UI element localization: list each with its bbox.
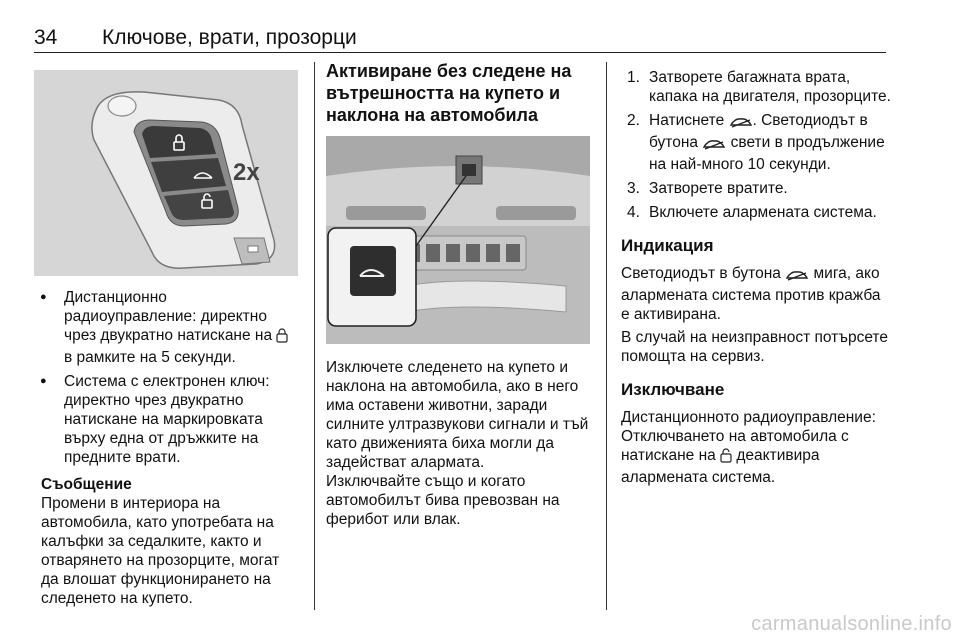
list-item [621, 179, 891, 198]
step-number: 1. [627, 69, 640, 86]
figure-label: 2x [233, 159, 260, 186]
deactivate-text-part: Дистанционното радиоуправление: Отключването на автомобила с натискане на [621, 409, 876, 464]
column-middle [326, 60, 596, 529]
step-text: Затворете вратите. [649, 180, 788, 197]
method-list [34, 288, 298, 467]
watermark: carmanualsonline.info [751, 613, 952, 635]
interior-photo [326, 136, 590, 344]
key-fob-illustration [34, 70, 298, 276]
section-title: Активиране без следене на вътрешността на купето и наклона на автомобила [326, 61, 572, 125]
page-header [34, 22, 886, 53]
bullet-text: Дистанционно радиоуправление: директно чрез двукратно натискане на [64, 289, 277, 344]
step-text: Включете алармената система. [649, 204, 877, 221]
lock-icon [276, 328, 288, 348]
note-title: Съобщение [41, 476, 132, 493]
page-number: 34 [34, 26, 58, 49]
step-text: Затворете багажната врата, капака на двигателя, прозорците. [649, 69, 891, 105]
step-number: 4. [627, 204, 640, 221]
note-text: Промени в интериора на автомобила, като употребата на калъфки за седалките, както и отварянето на прозорците, могат да влошат функционирането на следенето на купето. [41, 495, 280, 607]
list-item [621, 68, 891, 106]
page-title: Ключове, врати, прозорци [102, 26, 357, 49]
deactivate-text [621, 408, 891, 487]
indication-heading: Индикация [621, 236, 714, 255]
indication-text-part: Светодиодът в бутона [621, 265, 786, 282]
warning-text: Изключете следенето на купето и наклона на автомобила, ако в него има оставени животни, заради силните ултразвукови сигнали и тъй като движенията биха могли да задействат алармата. [326, 359, 589, 471]
step-text: свети в продължение на най-много 10 секунди. [649, 134, 885, 173]
car-tilt-icon [702, 136, 726, 155]
note-block [41, 475, 298, 608]
deactivate-text-part: деактивира алармената система. [621, 447, 820, 486]
list-item [34, 372, 298, 467]
indication-text-part: мига, ако алармената система против кражба е активирана. [621, 265, 881, 323]
steps-list [621, 68, 891, 222]
list-item [621, 203, 891, 222]
overhead-console-drawing [326, 136, 590, 344]
bullet-text: Система с електронен ключ: директно чрез двукратно натискане на маркировката върху една от дръжките на предните врати. [64, 373, 270, 466]
step-number: 2. [627, 112, 640, 129]
list-item [34, 288, 298, 367]
car-tilt-icon [729, 114, 753, 133]
key-fob-drawing [34, 70, 298, 276]
step-number: 3. [627, 180, 640, 197]
indication-text [621, 264, 891, 324]
column-divider [314, 62, 315, 610]
bullet-text: в рамките на 5 секунди. [64, 349, 236, 366]
fault-text: В случай на неизправност потърсете помощта на сервиз. [621, 329, 888, 365]
deactivate-heading: Изключване [621, 380, 725, 399]
column-left [34, 60, 298, 608]
column-divider [606, 62, 607, 610]
car-tilt-icon [785, 267, 809, 286]
step-text: . Светодиодът в бутона [649, 112, 868, 151]
list-item [621, 111, 891, 174]
step-text: Натиснете [649, 112, 729, 129]
column-right [621, 60, 891, 487]
ferry-text: Изключвайте също и когато автомобилът бива превозван на ферибот или влак. [326, 473, 560, 528]
lock-icon [720, 448, 732, 468]
